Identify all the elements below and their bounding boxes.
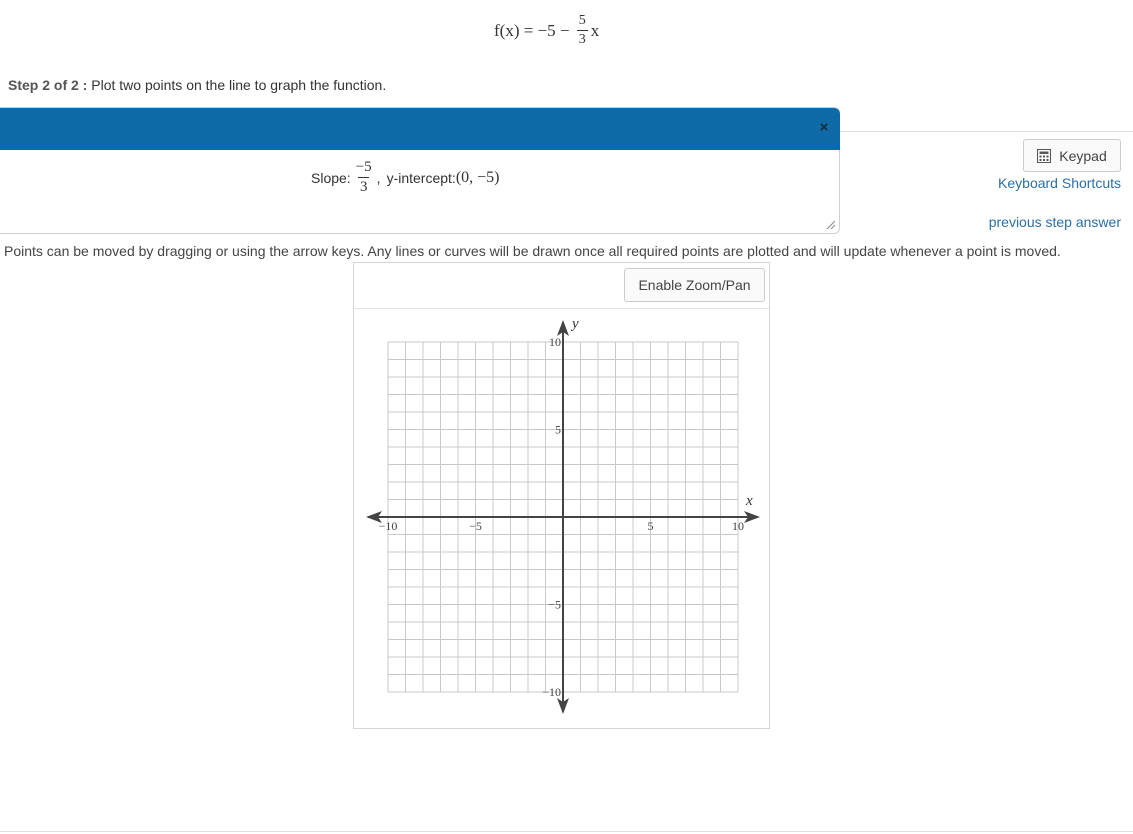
step-text: Plot two points on the line to graph the function. xyxy=(91,77,387,93)
hint-panel-body xyxy=(311,160,500,195)
y-intercept-value: (0, −5) xyxy=(455,168,500,186)
equation-variable: x xyxy=(590,20,600,40)
equation-equals: = xyxy=(519,20,538,40)
x-tick-label: −10 xyxy=(378,519,398,533)
x-axis-label: x xyxy=(746,493,753,509)
y-tick-label: 5 xyxy=(555,422,561,437)
keypad-label: Keypad xyxy=(1059,147,1107,164)
hint-panel-header[interactable] xyxy=(0,108,840,150)
slope-denominator: 3 xyxy=(359,179,368,195)
keyboard-shortcuts-link[interactable]: Keyboard Shortcuts xyxy=(998,175,1121,191)
equation-fraction-numerator: 5 xyxy=(578,13,586,28)
keypad-button[interactable] xyxy=(1023,139,1121,172)
function-equation xyxy=(494,14,599,47)
graph-instructions: Points can be moved by dragging or using the arrow keys. Any lines or curves will be drawn once all required points are plotted and will update whenever a point is moved. xyxy=(4,243,1061,259)
y-tick-label: −5 xyxy=(548,597,561,612)
equation-constant: −5 − xyxy=(537,20,574,40)
slope-label: Slope: xyxy=(311,169,351,186)
resize-handle-icon[interactable] xyxy=(825,219,835,229)
x-tick-label: 10 xyxy=(732,519,744,533)
equation-fraction xyxy=(577,14,588,47)
previous-step-answer-link[interactable]: previous step answer xyxy=(988,214,1121,230)
hint-separator: , xyxy=(376,169,381,186)
x-tick-label: −5 xyxy=(469,519,482,533)
y-axis-label: y xyxy=(572,316,579,332)
footer-divider xyxy=(0,831,1133,832)
y-intercept-label: y-intercept: xyxy=(386,169,456,186)
divider xyxy=(840,131,1133,132)
calculator-icon xyxy=(1037,149,1051,163)
hint-panel xyxy=(0,107,840,234)
close-icon[interactable]: × xyxy=(819,119,829,136)
coordinate-plane[interactable] xyxy=(354,309,769,728)
y-tick-label: 10 xyxy=(549,335,561,349)
y-tick-label: −10 xyxy=(542,685,561,699)
slope-fraction xyxy=(354,160,374,195)
equation-fraction-denominator: 3 xyxy=(578,32,586,47)
x-tick-label: 5 xyxy=(647,519,654,533)
equation-lhs: f(x) xyxy=(494,20,520,40)
enable-zoom-pan-button[interactable]: Enable Zoom/Pan xyxy=(624,268,765,302)
step-instruction xyxy=(8,77,386,93)
graph-widget xyxy=(353,262,770,729)
step-label: Step 2 of 2 : xyxy=(8,77,88,93)
slope-numerator: −5 xyxy=(355,159,372,175)
